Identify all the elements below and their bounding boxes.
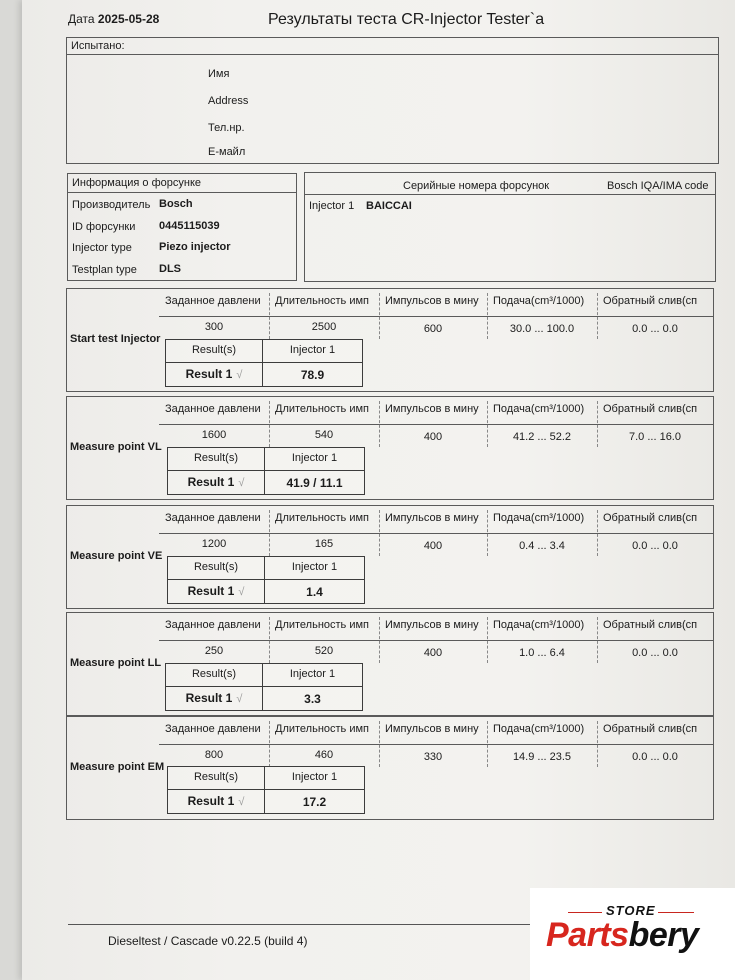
result1-label: Result 1 bbox=[185, 367, 233, 381]
column-header: Заданное давлени bbox=[165, 295, 261, 307]
column-header: Обратный слив(сп bbox=[603, 619, 698, 631]
column-value: 0.4 ... 3.4 bbox=[519, 540, 565, 552]
result1-label-cell bbox=[168, 794, 264, 808]
injector-info-header bbox=[68, 174, 296, 193]
result-box bbox=[167, 766, 365, 814]
field-email: E-майл bbox=[208, 146, 246, 158]
result1-label: Result 1 bbox=[187, 475, 235, 489]
test-section bbox=[66, 716, 714, 820]
column-value: 400 bbox=[423, 540, 443, 552]
results-label: Result(s) bbox=[191, 668, 236, 680]
info-label-testplan: Testplan type bbox=[72, 264, 137, 276]
logo-brand bbox=[546, 916, 698, 955]
header-divider bbox=[159, 533, 713, 534]
column-value: 2500 bbox=[311, 321, 337, 333]
result1-label-cell bbox=[166, 691, 262, 705]
header-divider bbox=[159, 316, 713, 317]
logo-brand-part1: Parts bbox=[546, 916, 629, 954]
field-name: Имя bbox=[208, 68, 230, 80]
header-divider bbox=[159, 744, 713, 745]
partsbery-logo bbox=[530, 888, 735, 980]
column-header: Обратный слив(сп bbox=[603, 723, 698, 735]
test-section bbox=[66, 505, 714, 609]
field-phone: Тел.нр. bbox=[208, 122, 245, 134]
column-header: Длительность имп bbox=[275, 723, 370, 735]
result-row-divider bbox=[168, 789, 364, 790]
column-header: Заданное давлени bbox=[165, 619, 261, 631]
result-row-divider bbox=[166, 686, 362, 687]
result-row-divider bbox=[168, 579, 364, 580]
column-value: 0.0 ... 0.0 bbox=[632, 540, 678, 552]
column-value: 1200 bbox=[201, 538, 227, 550]
footer-divider bbox=[68, 924, 548, 925]
column-header: Обратный слив(сп bbox=[603, 295, 698, 307]
column-header: Импульсов в мину bbox=[385, 295, 479, 307]
result-box bbox=[165, 339, 363, 387]
section-name: Start test Injector bbox=[70, 333, 161, 345]
column-value: 460 bbox=[314, 749, 334, 761]
result1-label-cell bbox=[168, 475, 264, 489]
result-value: 41.9 / 11.1 bbox=[286, 476, 343, 490]
test-section bbox=[66, 396, 714, 500]
result-value: 17.2 bbox=[302, 795, 327, 809]
column-value: 250 bbox=[204, 645, 224, 657]
injector-label: Injector 1 bbox=[291, 452, 338, 464]
footer-version: Dieseltest / Cascade v0.22.5 (build 4) bbox=[108, 934, 308, 948]
injector-info-title: Информация о форсунке bbox=[72, 177, 201, 189]
result1-label: Result 1 bbox=[185, 691, 233, 705]
column-header: Заданное давлени bbox=[165, 512, 261, 524]
column-value: 520 bbox=[314, 645, 334, 657]
column-value: 1600 bbox=[201, 429, 227, 441]
check-icon: √ bbox=[238, 477, 245, 489]
info-value-id: 0445115039 bbox=[159, 220, 220, 232]
field-address: Address bbox=[208, 95, 249, 107]
results-label: Result(s) bbox=[193, 452, 238, 464]
result-value: 3.3 bbox=[304, 692, 321, 706]
column-header: Импульсов в мину bbox=[385, 403, 479, 415]
info-label-manufacturer: Производитель bbox=[72, 199, 151, 211]
results-label: Result(s) bbox=[193, 771, 238, 783]
column-header: Подача(cm³/1000) bbox=[493, 619, 585, 631]
column-header: Обратный слив(сп bbox=[603, 512, 698, 524]
column-value: 30.0 ... 100.0 bbox=[509, 323, 575, 335]
check-icon: √ bbox=[236, 693, 243, 705]
section-name: Measure point VE bbox=[70, 550, 163, 562]
result1-label: Result 1 bbox=[187, 584, 235, 598]
serial-injector-label: Injector 1 bbox=[309, 200, 355, 212]
column-value: 7.0 ... 16.0 bbox=[629, 431, 681, 443]
serials-title: Серийные номера форсунок bbox=[403, 180, 550, 192]
column-header: Импульсов в мину bbox=[385, 512, 479, 524]
column-header: Заданное давлени bbox=[165, 403, 261, 415]
section-name: Measure point VL bbox=[70, 441, 162, 453]
serials-divider bbox=[305, 194, 715, 195]
column-value: 0.0 ... 0.0 bbox=[632, 751, 678, 763]
section-name: Measure point EM bbox=[70, 761, 165, 773]
logo-rule-left bbox=[568, 912, 602, 913]
column-header: Подача(cm³/1000) bbox=[493, 723, 585, 735]
column-value: 1.0 ... 6.4 bbox=[519, 647, 565, 659]
column-value: 330 bbox=[423, 751, 443, 763]
column-header: Импульсов в мину bbox=[385, 619, 479, 631]
column-header: Длительность имп bbox=[275, 619, 370, 631]
serial-numbers-box bbox=[304, 172, 716, 282]
column-value: 400 bbox=[423, 431, 443, 443]
result-row-divider bbox=[166, 362, 362, 363]
column-header: Обратный слив(сп bbox=[603, 403, 698, 415]
check-icon: √ bbox=[236, 369, 243, 381]
tested-title: Испытано: bbox=[71, 40, 125, 52]
serials-code-title: Bosch IQA/IMA code bbox=[607, 180, 709, 192]
column-header: Подача(cm³/1000) bbox=[493, 295, 585, 307]
info-value-manufacturer: Bosch bbox=[159, 198, 193, 210]
injector-label: Injector 1 bbox=[289, 668, 336, 680]
column-header: Импульсов в мину bbox=[385, 723, 479, 735]
info-value-type: Piezo injector bbox=[159, 241, 231, 253]
report-date bbox=[68, 12, 159, 26]
result-box bbox=[167, 447, 365, 495]
column-value: 165 bbox=[314, 538, 334, 550]
info-label-type: Injector type bbox=[72, 242, 132, 254]
tested-box bbox=[66, 37, 719, 164]
info-value-testplan: DLS bbox=[159, 263, 181, 275]
column-header: Длительность имп bbox=[275, 295, 370, 307]
injector-label: Injector 1 bbox=[291, 771, 338, 783]
result-row-divider bbox=[168, 470, 364, 471]
logo-brand-part2: bery bbox=[628, 916, 699, 954]
column-value: 0.0 ... 0.0 bbox=[632, 323, 678, 335]
column-value: 400 bbox=[423, 647, 443, 659]
logo-rule-right bbox=[658, 912, 694, 913]
result1-label: Result 1 bbox=[187, 794, 235, 808]
injector-label: Injector 1 bbox=[291, 561, 338, 573]
column-value: 540 bbox=[314, 429, 334, 441]
logo-store-text: STORE bbox=[606, 903, 656, 918]
result1-label-cell bbox=[166, 367, 262, 381]
check-icon: √ bbox=[238, 586, 245, 598]
column-header: Подача(cm³/1000) bbox=[493, 403, 585, 415]
tested-header bbox=[67, 38, 718, 55]
results-label: Result(s) bbox=[193, 561, 238, 573]
column-value: 14.9 ... 23.5 bbox=[512, 751, 572, 763]
info-label-id: ID форсунки bbox=[72, 221, 136, 233]
column-header: Длительность имп bbox=[275, 512, 370, 524]
column-value: 800 bbox=[204, 749, 224, 761]
result-value: 1.4 bbox=[306, 585, 323, 599]
column-value: 600 bbox=[423, 323, 443, 335]
date-label: Дата bbox=[68, 12, 95, 26]
header-divider bbox=[159, 424, 713, 425]
report-title: Результаты теста CR-Injector Tester`a bbox=[268, 11, 545, 28]
column-header: Длительность имп bbox=[275, 403, 370, 415]
injector-info-box bbox=[67, 173, 297, 281]
column-value: 0.0 ... 0.0 bbox=[632, 647, 678, 659]
test-section bbox=[66, 612, 714, 716]
result-value: 78.9 bbox=[300, 368, 325, 382]
header-divider bbox=[159, 640, 713, 641]
date-value: 2025-05-28 bbox=[97, 12, 160, 26]
serial-injector-value: BAICCAI bbox=[366, 200, 412, 212]
result-box bbox=[167, 556, 365, 604]
result-box bbox=[165, 663, 363, 711]
section-name: Measure point LL bbox=[70, 657, 162, 669]
column-header: Заданное давлени bbox=[165, 723, 261, 735]
column-header: Подача(cm³/1000) bbox=[493, 512, 585, 524]
column-value: 41.2 ... 52.2 bbox=[512, 431, 572, 443]
injector-label: Injector 1 bbox=[289, 344, 336, 356]
results-label: Result(s) bbox=[191, 344, 236, 356]
check-icon: √ bbox=[238, 796, 245, 808]
result1-label-cell bbox=[168, 584, 264, 598]
test-section bbox=[66, 288, 714, 392]
column-value: 300 bbox=[204, 321, 224, 333]
